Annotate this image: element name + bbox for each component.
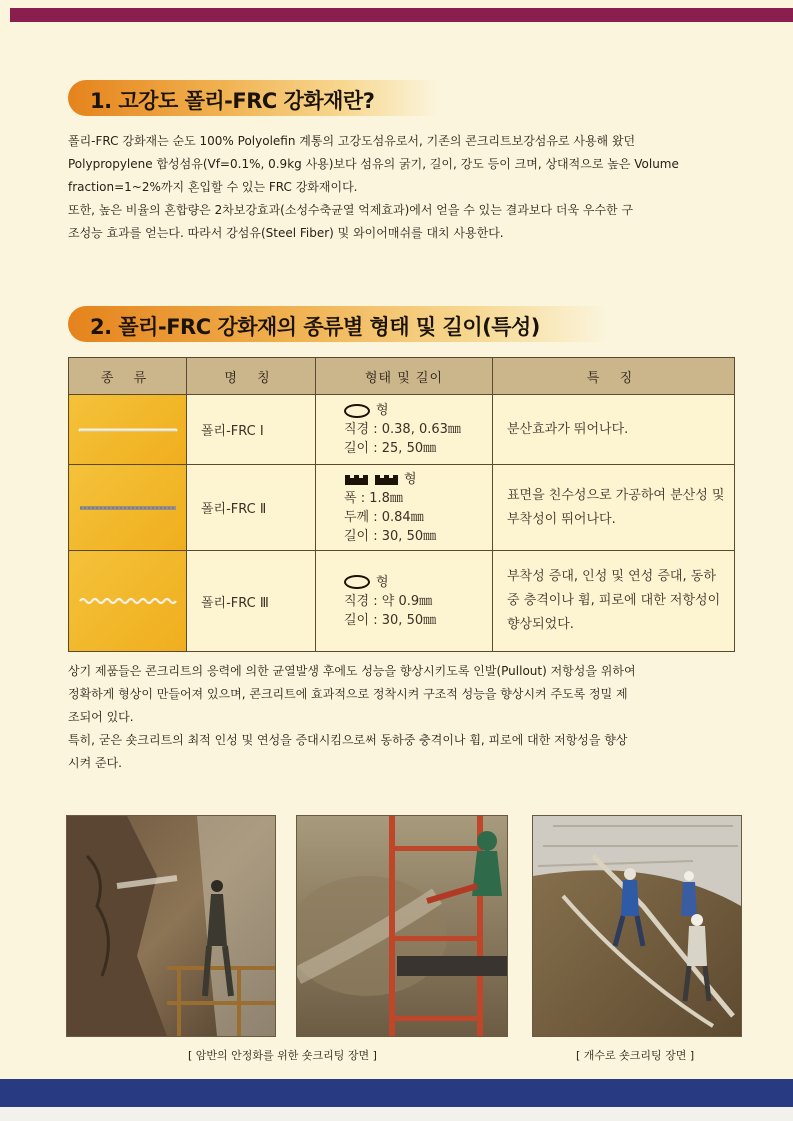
top-stripe xyxy=(10,8,793,22)
spec-line: 길이 : 30, 50㎜ xyxy=(344,612,437,628)
section2-heading-bar xyxy=(68,306,608,342)
feature-line: 표면을 친수성으로 가공하여 분산성 및 xyxy=(507,487,725,503)
shape-label: 형 xyxy=(376,574,389,590)
section1-line: Polypropylene 합성섬유(Vf=0.1%, 0.9kg 사용)보다 섬유의 굵기, 길이, 강도 등이 크며, 상대적으로 높은 Volume xyxy=(68,157,679,171)
caption-left: [ 암반의 안정화를 위한 숏크리팅 장면 ] xyxy=(188,1049,377,1062)
table-row xyxy=(69,465,735,551)
table-header-row xyxy=(69,358,735,395)
section2-line: 특히, 굳은 숏크리트의 최적 인성 및 연성을 증대시킴으로써 동하중 충격이나 휨, 피로에 대한 저항성을 향상 xyxy=(68,733,628,747)
bottom-bar xyxy=(0,1079,793,1107)
shape-label: 형 xyxy=(404,471,417,487)
section2-line: 정확하게 형상이 만들어져 있으며, 콘크리트에 효과적으로 정착시켜 구조적 성능을 향상시켜 주도록 정밀 제 xyxy=(68,687,628,701)
shape-label: 형 xyxy=(376,403,389,418)
section2-line: 시켜 준다. xyxy=(68,756,122,770)
section2-line: 상기 제품들은 콘크리트의 응력에 의한 균열발생 후에도 성능을 향상시키도록 인발(Pullout) 저항성을 위하여 xyxy=(68,664,636,678)
feature-line: 향상되었다. xyxy=(507,617,574,632)
photo-scaffold-shotcreting xyxy=(296,815,508,1037)
fiber-shape-cell xyxy=(316,551,493,652)
section1-line: 또한, 높은 비율의 혼합량은 2차보강효과(소성수축균열 억제효과)에서 얻을 수 있는 결과보다 더욱 우수한 구 xyxy=(68,203,634,217)
section1-heading-bar xyxy=(68,80,438,116)
spec-line: 폭 : 1.8㎜ xyxy=(344,490,403,506)
table-row xyxy=(69,395,735,465)
bottom-margin xyxy=(0,1107,793,1121)
spec-line: 길이 : 25, 50㎜ xyxy=(344,441,437,456)
fiber-name: 폴리-FRC Ⅱ xyxy=(187,465,316,551)
fiber-image-cell xyxy=(69,395,187,465)
photo-rock-shotcreting xyxy=(66,815,276,1037)
spec-line: 직경 : 0.38, 0.63㎜ xyxy=(344,422,461,437)
feature-line: 부착성이 뛰어나다. xyxy=(507,511,616,527)
feature-line: 중 충격이나 휨, 피로에 대한 저항성이 xyxy=(507,593,721,608)
fiber-image-cell xyxy=(69,465,187,551)
fiber-spec-table xyxy=(68,357,735,652)
section1-line: 폴리-FRC 강화재는 순도 100% Polyolefin 계통의 고강도섬유로서, 기존의 콘크리트보강섬유로 사용해 왔던 xyxy=(68,134,636,148)
spec-line: 두께 : 0.84㎜ xyxy=(344,509,424,525)
caption-right: [ 개수로 숏크리팅 장면 ] xyxy=(576,1049,695,1062)
embossed-fiber-icon xyxy=(78,504,178,512)
section1-line: 조성능 효과를 얻는다. 따라서 강섬유(Steel Fiber) 및 와이어매쉬를 대치 사용한다. xyxy=(68,226,504,240)
fiber-shape-cell xyxy=(316,465,493,551)
embossed-profile-icon xyxy=(344,472,400,486)
section2-line: 조되어 있다. xyxy=(68,710,134,724)
fiber-feature-cell xyxy=(493,465,735,551)
section1-line: fraction=1~2%까지 혼입할 수 있는 FRC 강화재이다. xyxy=(68,180,358,194)
crimped-fiber-icon xyxy=(78,596,178,606)
header-feature: 특 징 xyxy=(493,358,735,395)
fiber-name: 폴리-FRC Ⅰ xyxy=(187,395,316,465)
table-row xyxy=(69,551,735,652)
section2-heading: 2. 폴리-FRC 강화재의 종류별 형태 및 길이(특성) xyxy=(90,315,540,339)
header-type: 종 류 xyxy=(69,358,187,395)
fiber-feature-cell xyxy=(493,395,735,465)
spec-line: 길이 : 30, 50㎜ xyxy=(344,528,437,544)
feature-line: 분산효과가 뛰어나다. xyxy=(507,421,629,437)
top-border xyxy=(0,0,793,22)
oval-shape-icon xyxy=(344,404,370,418)
header-name: 명 칭 xyxy=(187,358,316,395)
header-shape-length: 형태 및 길이 xyxy=(316,358,493,395)
straight-fiber-icon xyxy=(78,426,178,434)
feature-line: 부착성 증대, 인성 및 연성 증대, 동하 xyxy=(507,569,716,584)
oval-shape-icon xyxy=(344,575,370,589)
section1-paragraph xyxy=(68,130,738,245)
fiber-shape-cell xyxy=(316,395,493,465)
photo-canal-shotcreting xyxy=(532,815,742,1037)
section1-heading: 1. 고강도 폴리-FRC 강화재란? xyxy=(90,89,375,113)
fiber-feature-cell xyxy=(493,551,735,652)
fiber-name: 폴리-FRC Ⅲ xyxy=(187,551,316,652)
section2-paragraph xyxy=(68,660,738,775)
spec-line: 직경 : 약 0.9㎜ xyxy=(344,593,433,609)
fiber-image-cell xyxy=(69,551,187,652)
